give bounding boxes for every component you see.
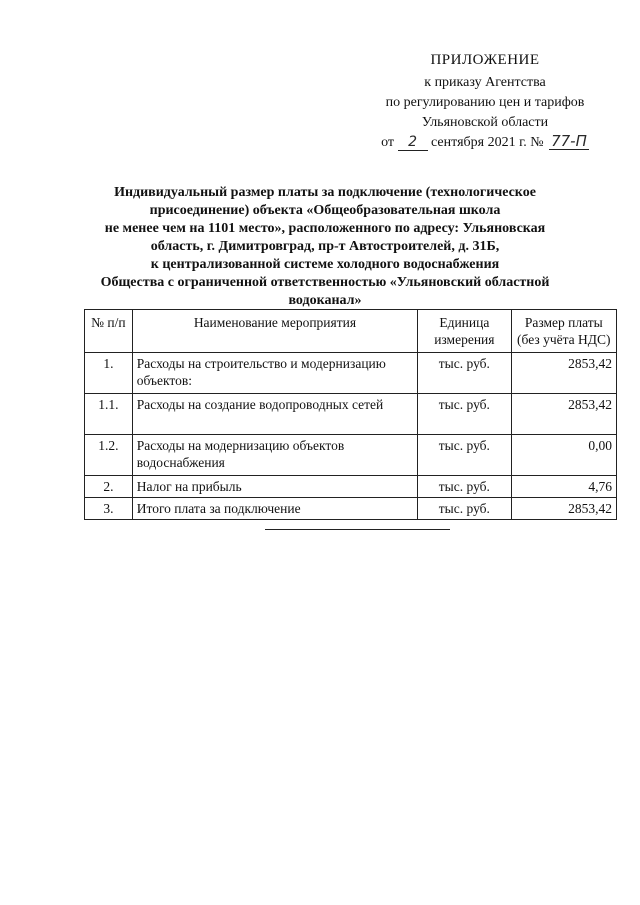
row-unit: тыс. руб. xyxy=(418,498,511,520)
row-num: 2. xyxy=(85,476,133,498)
row-unit: тыс. руб. xyxy=(418,353,511,394)
row-unit: тыс. руб. xyxy=(418,476,511,498)
title-line: не менее чем на 1101 место», расположенного по адресу: Ульяновская xyxy=(104,221,546,236)
title-line: водоканал» xyxy=(288,293,362,308)
row-fee: 2853,42 xyxy=(511,394,616,435)
title-line: Общества с ограниченной ответственностью «Ульяновский областной xyxy=(100,275,550,290)
handwritten-day: 2 xyxy=(398,134,428,151)
row-name: Расходы на модернизацию объектов водоснабжения xyxy=(132,435,417,476)
title-line: область, г. Димитровград, пр-т Автостроителей, д. 31Б, xyxy=(150,239,500,254)
header-line-2: по регулированию цен и тарифов xyxy=(385,95,585,110)
title-line: Индивидуальный размер платы за подключение (технологическое xyxy=(114,185,536,200)
row-num: 1.1. xyxy=(85,394,133,435)
handwritten-order-number: 77-П xyxy=(551,132,587,150)
row-num: 1. xyxy=(85,353,133,394)
closing-divider xyxy=(265,529,450,530)
title-line: присоединение) объекта «Общеобразовательная школа xyxy=(149,203,501,218)
header-num: № п/п xyxy=(85,310,133,353)
date-rest: сентября 2021 г. № xyxy=(431,135,544,150)
date-prefix: от xyxy=(381,135,395,150)
table-row xyxy=(85,435,617,476)
table-row xyxy=(85,498,617,520)
appendix-title: ПРИЛОЖЕНИЕ xyxy=(430,52,540,68)
row-fee: 4,76 xyxy=(511,476,616,498)
header-unit: Единица измерения xyxy=(418,310,511,353)
table-row xyxy=(85,476,617,498)
row-name: Итого плата за подключение xyxy=(132,498,417,520)
order-date-line xyxy=(340,133,630,153)
row-fee: 0,00 xyxy=(511,435,616,476)
row-name: Расходы на создание водопроводных сетей xyxy=(132,394,417,435)
row-fee: 2853,42 xyxy=(511,353,616,394)
table-header-row xyxy=(85,310,617,353)
header-fee: Размер платы (без учёта НДС) xyxy=(511,310,616,353)
header-name: Наименование мероприятия xyxy=(132,310,417,353)
row-name: Налог на прибыль xyxy=(132,476,417,498)
row-name: Расходы на строительство и модернизацию объектов: xyxy=(132,353,417,394)
table-row xyxy=(85,394,617,435)
title-line: к централизованной системе холодного водоснабжения xyxy=(150,257,500,272)
document-title xyxy=(70,184,580,310)
row-unit: тыс. руб. xyxy=(418,394,511,435)
row-unit: тыс. руб. xyxy=(418,435,511,476)
row-num: 1.2. xyxy=(85,435,133,476)
row-fee: 2853,42 xyxy=(511,498,616,520)
fee-table xyxy=(84,309,617,520)
appendix-header xyxy=(340,50,630,153)
header-line-3: Ульяновской области xyxy=(421,115,549,130)
table-row xyxy=(85,353,617,394)
row-num: 3. xyxy=(85,498,133,520)
header-line-1: к приказу Агентства xyxy=(424,75,546,90)
